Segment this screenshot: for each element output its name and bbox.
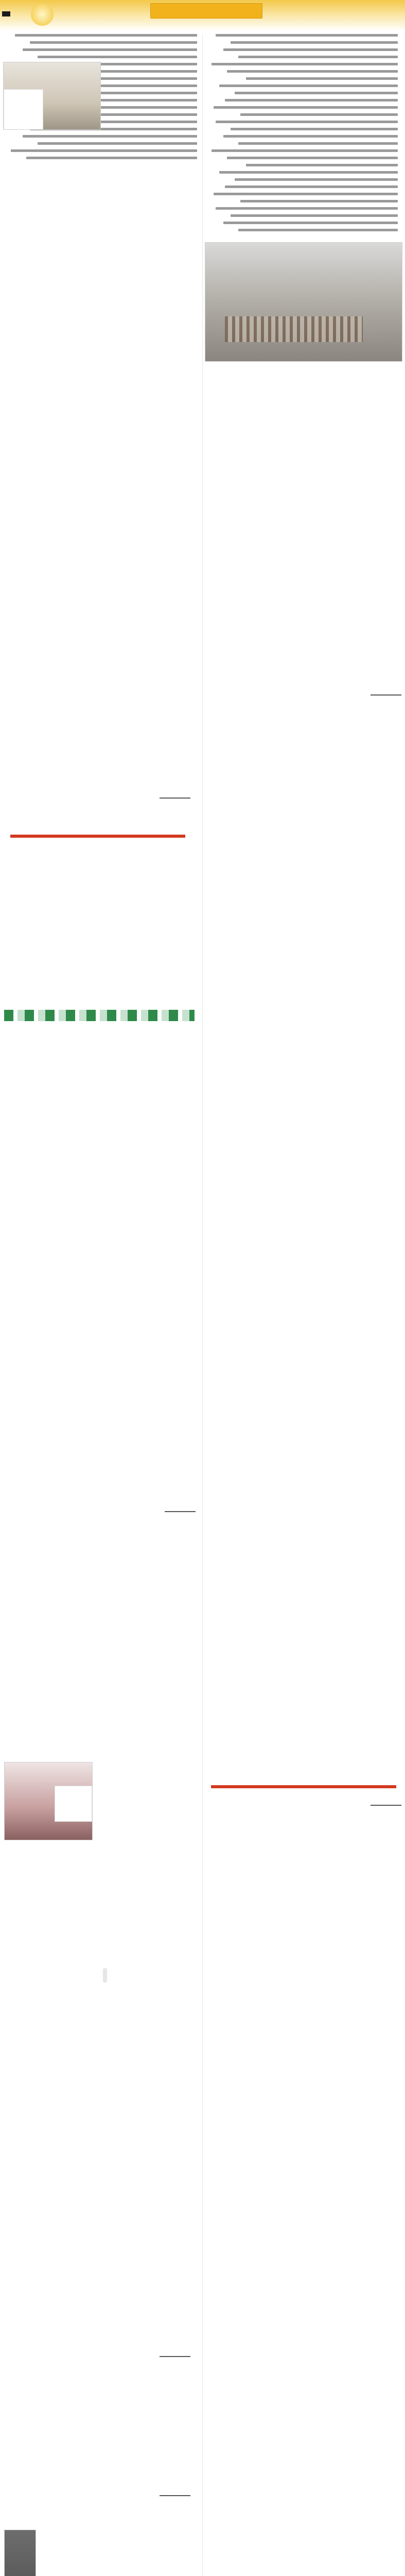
text-line-placeholder bbox=[240, 200, 398, 202]
text-line-placeholder bbox=[240, 113, 398, 116]
text-line-placeholder bbox=[231, 128, 398, 130]
text-line-placeholder bbox=[246, 164, 398, 166]
right-column bbox=[204, 31, 402, 231]
text-line-placeholder bbox=[231, 41, 398, 44]
section-heading-month bbox=[124, 2354, 190, 2357]
text-line-placeholder bbox=[212, 149, 398, 152]
page-title bbox=[154, 4, 257, 16]
text-line-placeholder bbox=[219, 171, 398, 174]
section-heading-month bbox=[124, 796, 190, 799]
photo-shopping-mall bbox=[3, 62, 101, 130]
highlight-stripe bbox=[10, 835, 185, 838]
section-heading-month bbox=[129, 1510, 196, 1512]
highlight-stripe bbox=[211, 1785, 396, 1788]
masthead bbox=[0, 0, 405, 31]
text-line-placeholder bbox=[235, 178, 398, 181]
text-line-placeholder bbox=[216, 34, 398, 37]
decorative-banner bbox=[4, 1010, 195, 1021]
text-line-placeholder bbox=[223, 48, 398, 51]
text-line-placeholder bbox=[219, 84, 398, 87]
fold-marker bbox=[103, 1968, 107, 1982]
photo-interior bbox=[4, 1762, 93, 1840]
text-line-placeholder bbox=[227, 157, 398, 159]
text-line-placeholder bbox=[227, 70, 398, 73]
section-heading-month bbox=[334, 693, 401, 696]
text-line-placeholder bbox=[38, 142, 197, 145]
photo-police bbox=[4, 2530, 36, 2576]
page-date bbox=[0, 19, 62, 26]
section-heading-month bbox=[340, 1803, 401, 1806]
text-line-placeholder bbox=[23, 48, 197, 51]
section-heading-month bbox=[124, 2494, 190, 2496]
text-line-placeholder bbox=[30, 41, 197, 44]
text-line-placeholder bbox=[238, 56, 398, 58]
text-line-placeholder bbox=[212, 63, 398, 65]
text-line-placeholder bbox=[231, 214, 398, 217]
article-text-block bbox=[204, 31, 402, 231]
text-line-placeholder bbox=[26, 157, 197, 159]
text-line-placeholder bbox=[225, 185, 398, 188]
text-line-placeholder bbox=[15, 34, 197, 37]
text-line-placeholder bbox=[223, 135, 398, 138]
text-line-placeholder bbox=[235, 92, 398, 94]
text-line-placeholder bbox=[246, 77, 398, 80]
text-line-placeholder bbox=[238, 142, 398, 145]
text-line-placeholder bbox=[214, 106, 398, 109]
text-line-placeholder bbox=[238, 229, 398, 231]
publication-mark bbox=[2, 11, 10, 16]
photo-damaged-hall bbox=[205, 242, 402, 362]
text-line-placeholder bbox=[11, 149, 197, 152]
text-line-placeholder bbox=[38, 56, 197, 58]
text-line-placeholder bbox=[214, 193, 398, 195]
text-line-placeholder bbox=[216, 207, 398, 210]
column-divider bbox=[202, 34, 203, 2576]
text-line-placeholder bbox=[223, 222, 398, 224]
text-line-placeholder bbox=[23, 135, 197, 138]
text-line-placeholder bbox=[225, 99, 398, 101]
text-line-placeholder bbox=[216, 121, 398, 123]
